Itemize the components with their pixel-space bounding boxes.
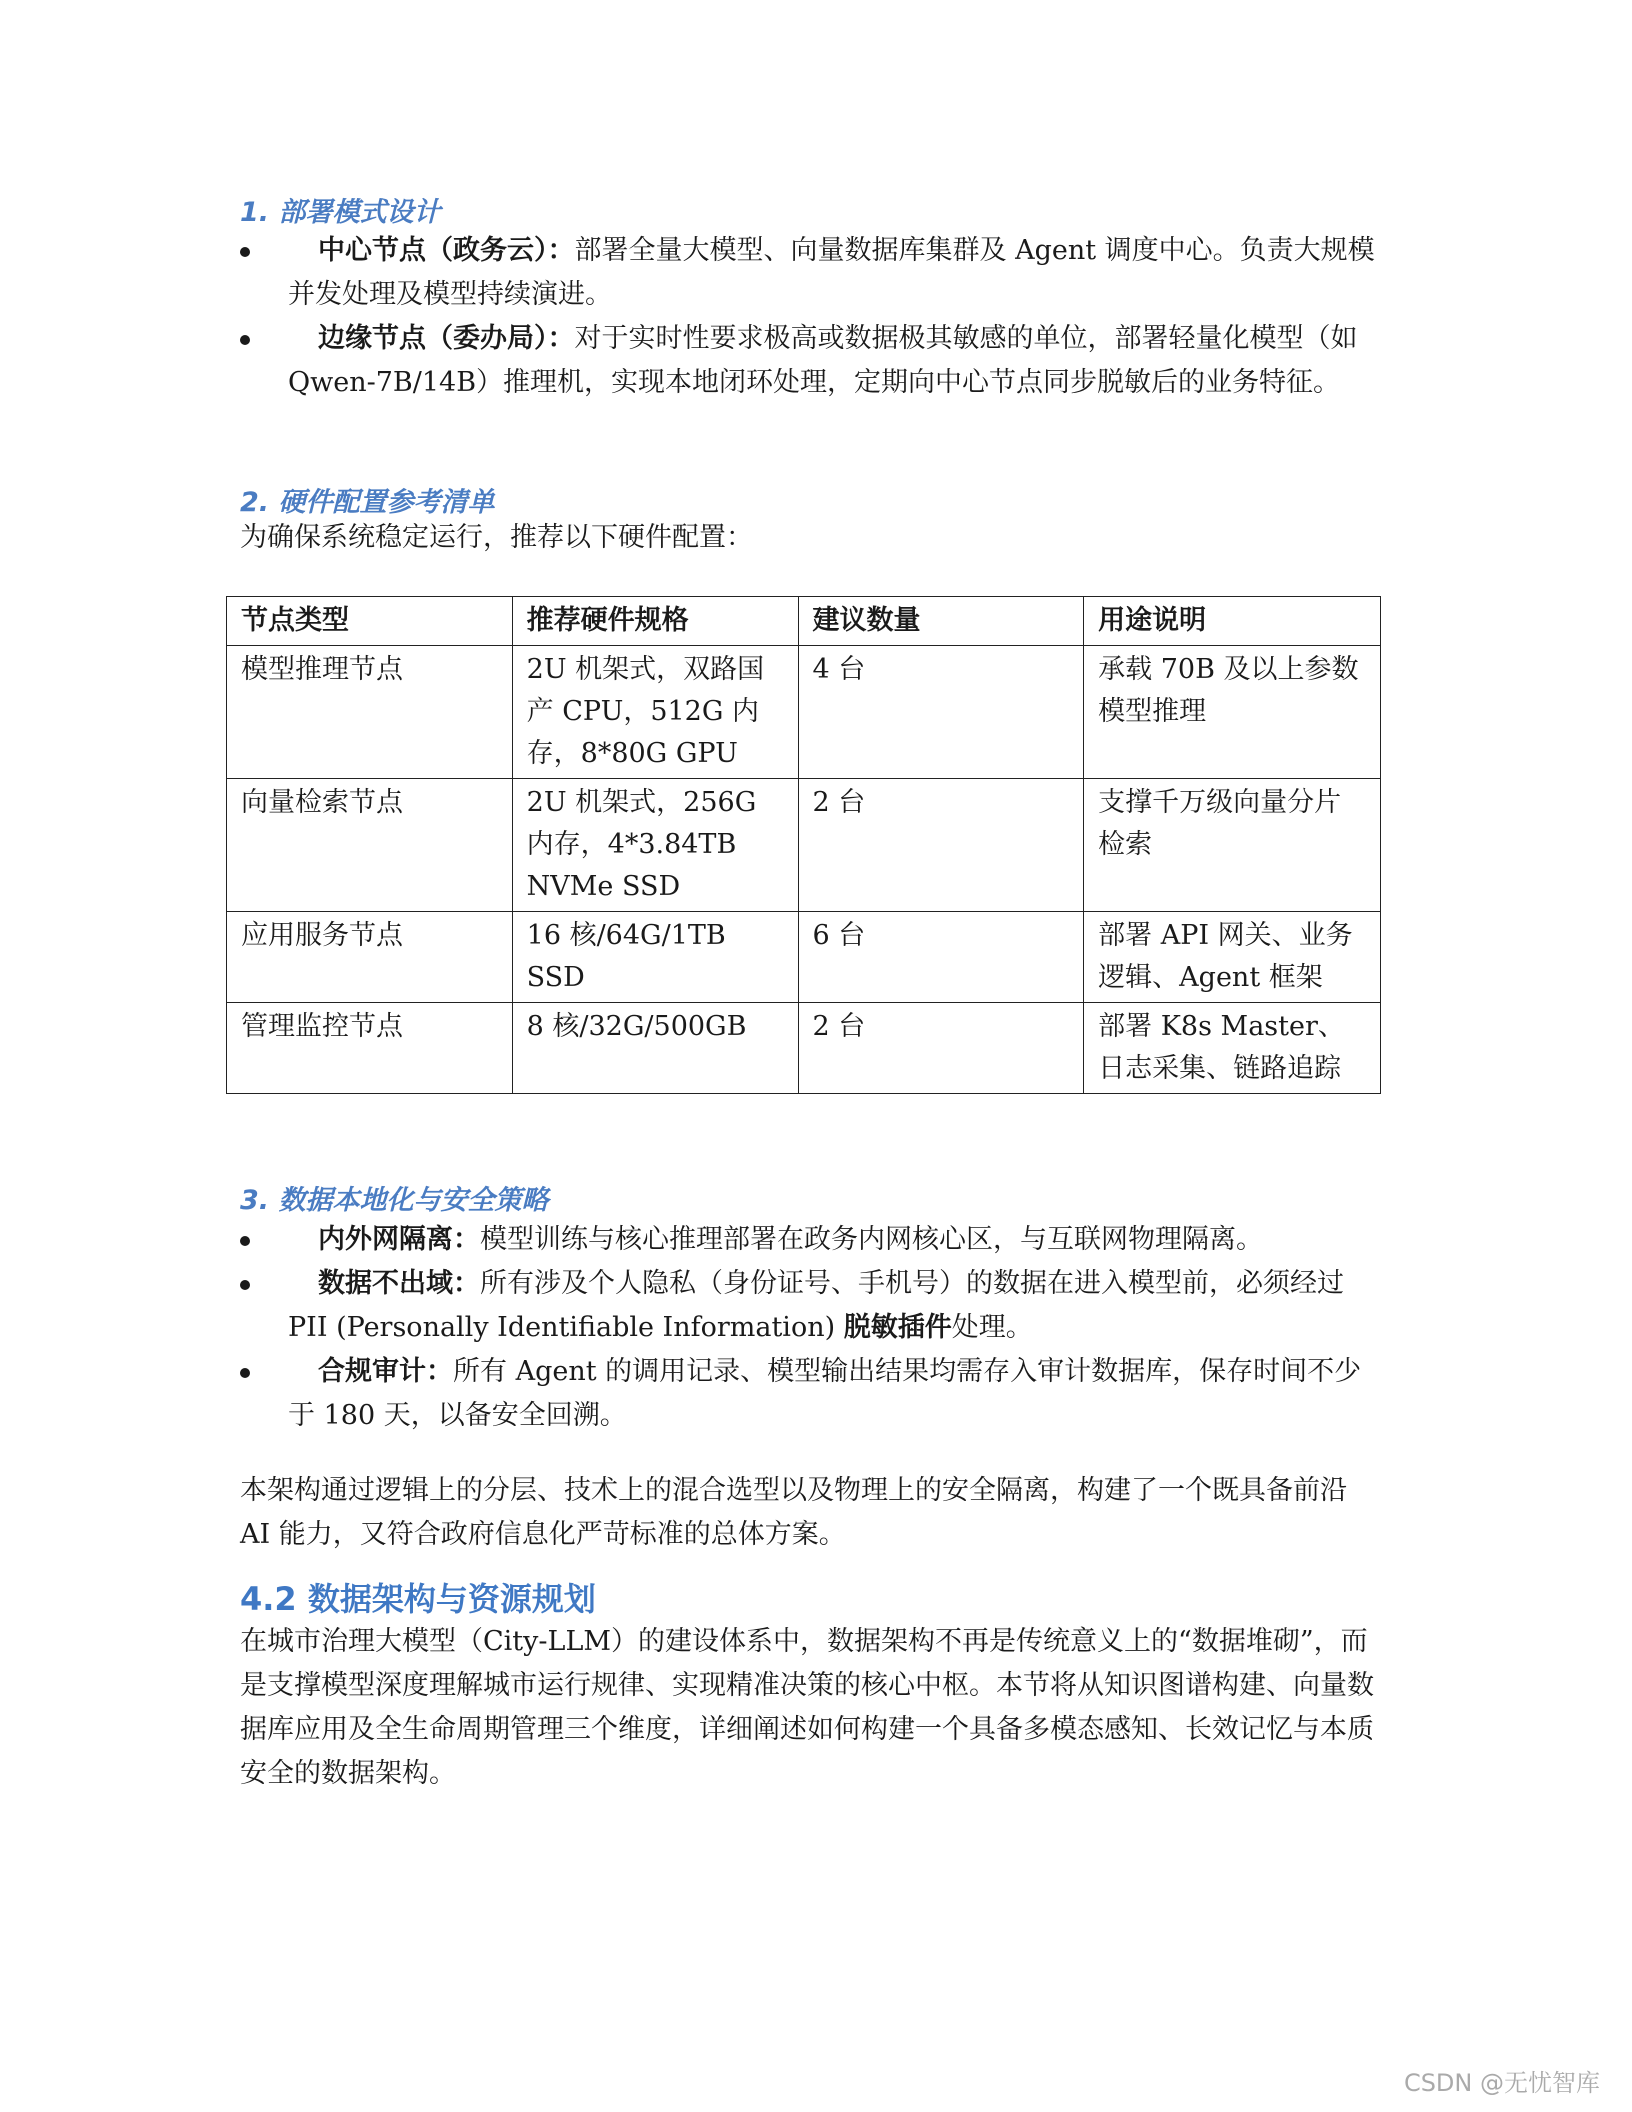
hardware-intro: 为确保系统稳定运行，推荐以下硬件配置： [240, 522, 753, 553]
section-4-2-heading: 4.2 数据架构与资源规划 [240, 1580, 596, 1618]
table-header-row [227, 597, 1381, 646]
table-cell: 16 核/64G/1TB SSD [512, 912, 798, 1003]
table-cell: 2 台 [798, 1003, 1084, 1094]
bullet-dot-icon [240, 1280, 250, 1290]
bullet-bold-tail: 脱敏插件 [843, 1312, 952, 1343]
table-cell: 支撑千万级向量分片检索 [1084, 779, 1381, 912]
table-cell: 6 台 [798, 912, 1084, 1003]
table-header-cell: 建议数量 [798, 597, 1084, 646]
bullet-text: 模型训练与核心推理部署在政务内网核心区，与互联网物理隔离。 [480, 1224, 1263, 1255]
bullet-dot-icon [240, 335, 250, 345]
list-item [0, 1218, 1632, 1262]
table-cell: 管理监控节点 [227, 1003, 513, 1094]
table-cell: 2U 机架式，双路国产 CPU，512G 内存，8*80G GPU [512, 646, 798, 779]
table-cell: 部署 API 网关、业务逻辑、Agent 框架 [1084, 912, 1381, 1003]
bullet-tail: 处理。 [951, 1312, 1033, 1343]
bullet-label: 数据不出域： [318, 1268, 480, 1299]
table-cell: 4 台 [798, 646, 1084, 779]
bullet-label: 中心节点（政务云）： [318, 235, 575, 266]
table-row [227, 779, 1381, 912]
architecture-summary: 本架构通过逻辑上的分层、技术上的混合选型以及物理上的安全隔离，构建了一个既具备前沿 AI 能力，又符合政府信息化严苛标准的总体方案。 [240, 1475, 1347, 1550]
csdn-watermark: CSDN @无忧智库 [1403, 2069, 1600, 2097]
bullet-dot-icon [240, 247, 250, 257]
table-cell: 2U 机架式，256G 内存，4*3.84TB NVMe SSD [512, 779, 798, 912]
bullet-text: 部署全量大模型、向量数据库集群及 Agent 调度中心。负责大规模并发处理及模型持续演进。 [288, 235, 1375, 310]
bullet-dot-icon [240, 1236, 250, 1246]
table-cell: 2 台 [798, 779, 1084, 912]
section-2-heading: 2. 硬件配置参考清单 [240, 487, 495, 518]
list-item [0, 1262, 1632, 1350]
bullet-text: 所有 Agent 的调用记录、模型输出结果均需存入审计数据库，保存时间不少于 180 天，以备安全回溯。 [288, 1356, 1362, 1431]
table-cell: 8 核/32G/500GB [512, 1003, 798, 1094]
hardware-table [226, 596, 1381, 1094]
table-row [227, 912, 1381, 1003]
table-row [227, 1003, 1381, 1094]
bullet-text: 对于实时性要求极高或数据极其敏感的单位，部署轻量化模型（如 Qwen-7B/14B）推理机，实现本地闭环处理，定期向中心节点同步脱敏后的业务特征。 [288, 323, 1358, 398]
table-row [227, 646, 1381, 779]
data-architecture-paragraph: 在城市治理大模型（City-LLM）的建设体系中，数据架构不再是传统意义上的“数据堆砌”，而是支撑模型深度理解城市运行规律、实现精准决策的核心中枢。本节将从知识图谱构建、向量数据库应用及全生命周期管理三个维度，详细阐述如何构建一个具备多模态感知、长效记忆与本质安全的数据架构。 [240, 1626, 1374, 1789]
table-cell: 模型推理节点 [227, 646, 513, 779]
section-1-heading: 1. 部署模式设计 [240, 197, 441, 228]
table-cell: 部署 K8s Master、日志采集、链路追踪 [1084, 1003, 1381, 1094]
list-item [0, 229, 1632, 317]
section-3-heading: 3. 数据本地化与安全策略 [240, 1185, 549, 1216]
table-header-cell: 推荐硬件规格 [512, 597, 798, 646]
bullet-label: 合规审计： [318, 1356, 453, 1387]
bullet-label: 内外网隔离： [318, 1224, 480, 1255]
list-item [0, 317, 1632, 405]
security-bullet-list [0, 1218, 1632, 1438]
bullet-label: 边缘节点（委办局）： [318, 323, 575, 354]
table-header-cell: 用途说明 [1084, 597, 1381, 646]
deployment-bullet-list [0, 229, 1632, 405]
bullet-dot-icon [240, 1368, 250, 1378]
table-cell: 应用服务节点 [227, 912, 513, 1003]
table-cell: 向量检索节点 [227, 779, 513, 912]
bullet-text: 所有涉及个人隐私（身份证号、手机号）的数据在进入模型前，必须经过 PII (Personally Identifiable Information) [288, 1268, 1344, 1343]
list-item [0, 1350, 1632, 1438]
table-header-cell: 节点类型 [227, 597, 513, 646]
table-cell: 承载 70B 及以上参数模型推理 [1084, 646, 1381, 779]
